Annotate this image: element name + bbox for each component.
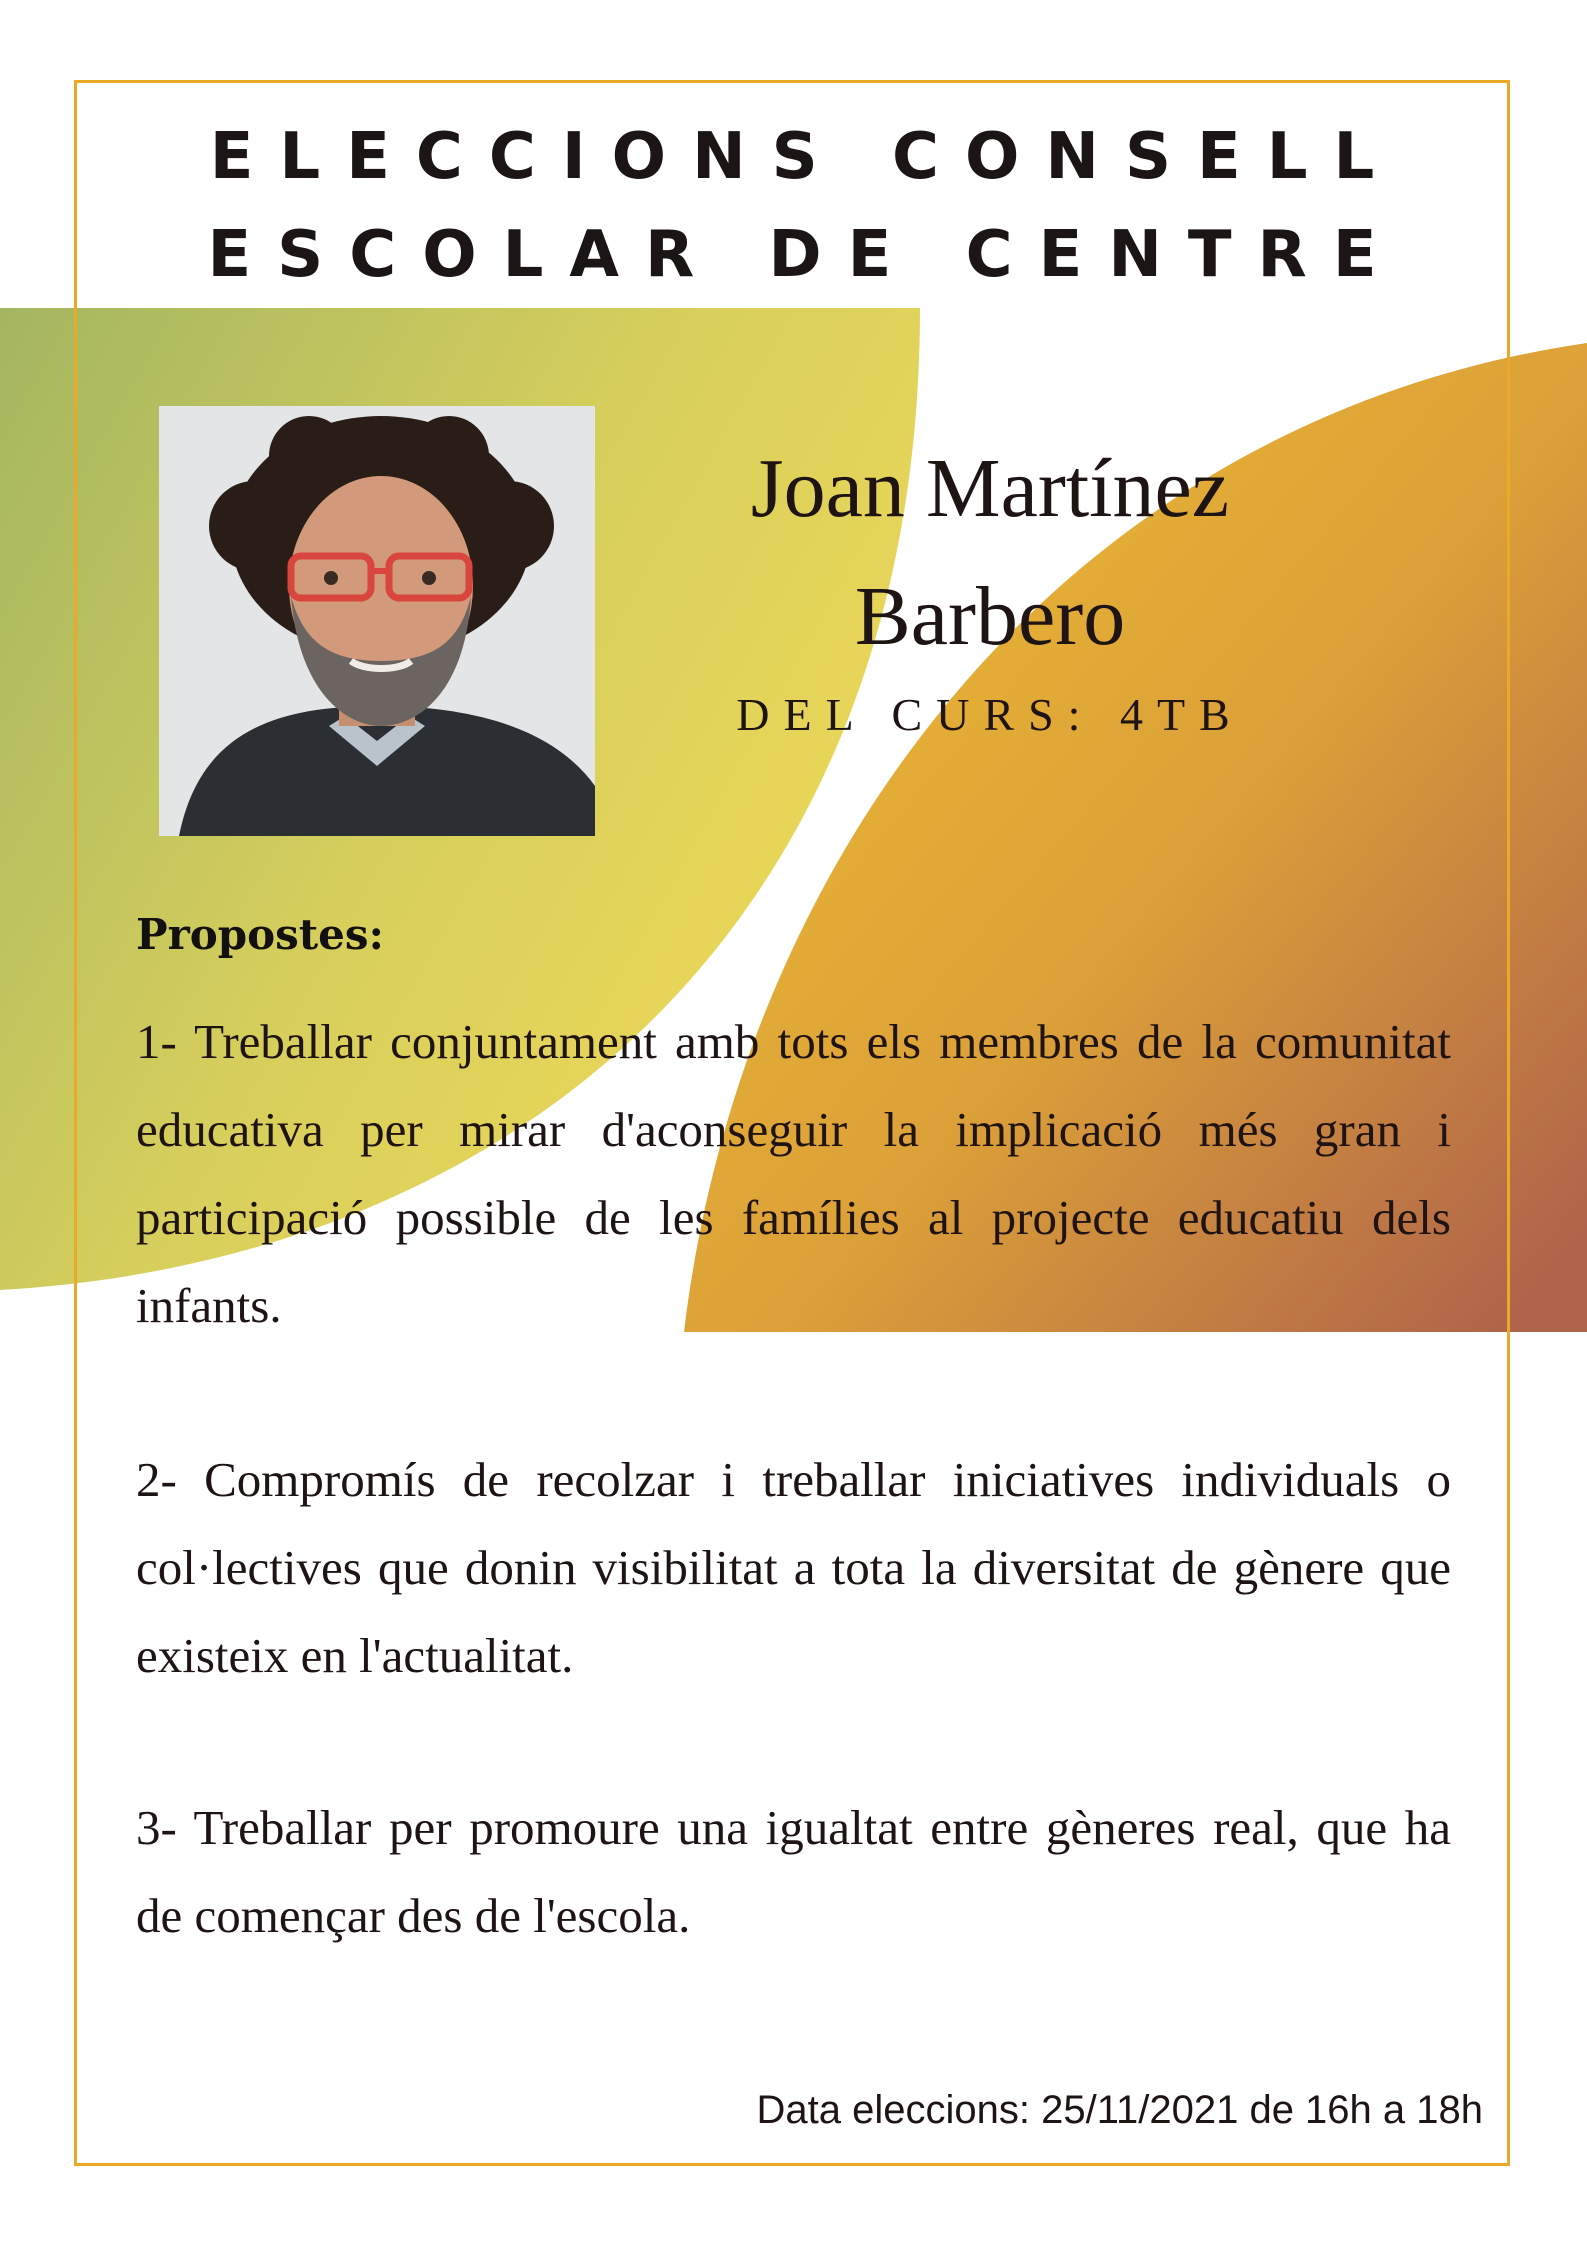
proposal-2: 2- Compromís de recolzar i treballar iniciatives individuals o col·lectives que donin visibilitat a tota la diversitat de gènere que existeix en l'actualitat. <box>136 1452 1451 1683</box>
election-date: Data eleccions: 25/11/2021 de 16h a 18h <box>756 2088 1483 2132</box>
name-line-2: Barbero <box>854 570 1126 663</box>
name-line-1: Joan Martínez <box>750 442 1230 535</box>
poster-title <box>74 108 1510 304</box>
candidate-photo <box>159 406 595 836</box>
title-line-1: ELECCIONS CONSELL <box>209 120 1401 194</box>
candidate-name <box>640 425 1340 681</box>
proposal-1: 1- Treballar conjuntament amb tots els membres de la comunitat educativa per mirar d'aconseguir la implicació més gran i participació possible de les famílies al projecte educatiu dels infants. <box>136 1014 1451 1333</box>
proposal-3: 3- Treballar per promoure una igualtat entre gèneres real, que ha de començar des de l'escola. <box>136 1800 1451 1943</box>
candidate-course: DEL CURS: 4TB <box>736 689 1244 740</box>
proposals-heading: Propostes: <box>136 910 385 959</box>
title-line-2: ESCOLAR DE CENTRE <box>207 218 1403 292</box>
